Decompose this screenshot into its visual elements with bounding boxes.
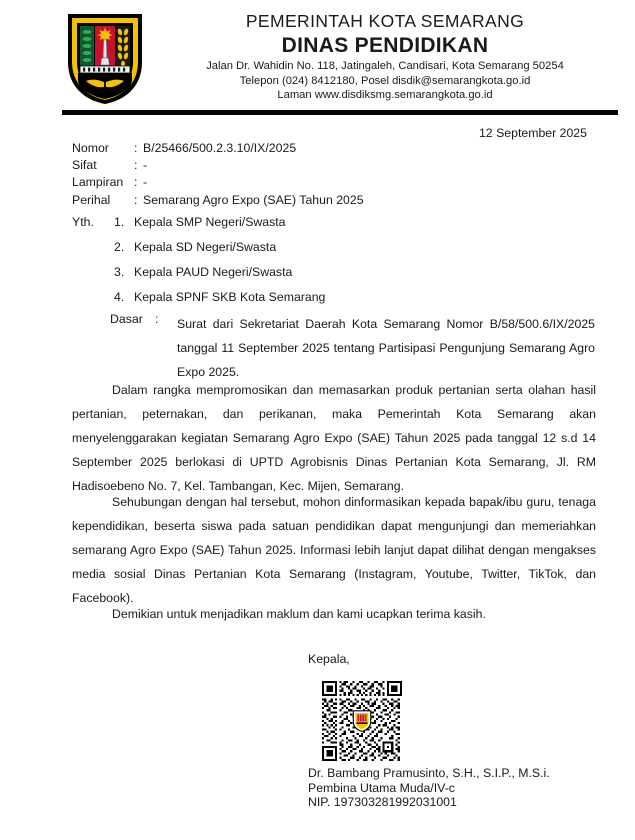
address-line-2: Telepon (024) 8412180, Posel disdik@semarangkota.go.id (239, 74, 531, 87)
recipient-number-2: 2. (114, 240, 125, 254)
dasar-label: Dasar (110, 312, 143, 326)
meta-label-sifat: Sifat (72, 158, 97, 173)
meta-value-perihal: Semarang Agro Expo (SAE) Tahun 2025 (143, 192, 364, 207)
recipient-number-1: 1. (114, 215, 125, 229)
body-paragraph-3: Demikian untuk menjadikan maklum dan kami ucapkan terima kasih. (112, 607, 486, 621)
letter-date: 12 September 2025 (478, 126, 587, 140)
meta-row-nomor (72, 140, 364, 157)
recipient-text-3: Kepala PAUD Negeri/Swasta (134, 265, 293, 279)
meta-colon-perihal: : (134, 192, 138, 207)
signatory-rank: Pembina Utama Muda/IV-c (308, 780, 455, 795)
government-name: PEMERINTAH KOTA SEMARANG (245, 11, 525, 31)
qr-embedded-crest-icon (353, 710, 372, 732)
meta-colon-nomor: : (134, 141, 138, 155)
recipient-list (72, 210, 325, 310)
meta-row-lampiran (72, 174, 364, 191)
recipient-number-3: 3. (114, 265, 125, 279)
qr-code-digital-signature-icon (322, 681, 402, 761)
recipient-number-4: 4. (114, 290, 125, 304)
dasar-colon: : (155, 312, 159, 326)
body-paragraph-2: Sehubungan dengan hal tersebut, mohon dinformasikan kepada bapak/ibu guru, tenaga kependidikan, beserta siswa pada satuan pendidikan dapat mengunjungi dan memeriahkan semarang Agro Expo (SAE) Tahun 2025. Informasi lebih lanjut dapat dilihat dengan mengakses media sosial Dinas Pertanian Kota Semarang (Instagram, Youtube, Twitter, TikTok, dan Facebook). (72, 495, 596, 605)
address-line-1: Jalan Dr. Wahidin No. 118, Jatingaleh, Candisari, Kota Semarang 50254 (206, 60, 564, 72)
signatory-nip: NIP. 197303281992031001 (308, 795, 457, 809)
meta-label-lampiran: Lampiran (72, 175, 124, 190)
meta-label-nomor: Nomor (72, 141, 109, 155)
recipient-row-3 (72, 260, 325, 285)
meta-row-sifat (72, 157, 364, 174)
recipient-text-4: Kepala SPNF SKB Kota Semarang (134, 290, 326, 304)
meta-value-nomor: B/25466/500.2.3.10/IX/2025 (143, 141, 297, 155)
dasar-text: Surat dari Sekretariat Daerah Kota Semarang Nomor B/58/500.6/IX/2025 tanggal 11 September 2025 tentang Partisipasi Pengunjung Semarang Agro Expo 2025. (177, 317, 595, 379)
letterhead-divider (62, 110, 618, 115)
meta-colon-lampiran: : (134, 175, 138, 190)
recipient-label: Yth. (72, 215, 94, 229)
dasar-section (110, 312, 595, 384)
signatory-name: Dr. Bambang Pramusinto, S.H., S.I.P., M.S.i. (308, 766, 550, 780)
address-line-3: Laman www.disdiksmg.semarangkota.go.id (277, 89, 493, 101)
signatory-block (308, 766, 550, 810)
letterhead-text (150, 10, 620, 103)
office-name: DINAS PENDIDIKAN (281, 34, 489, 57)
meta-value-lampiran: - (143, 175, 148, 190)
meta-value-sifat: - (143, 158, 148, 173)
semarang-city-crest-icon (64, 10, 146, 106)
recipient-text-1: Kepala SMP Negeri/Swasta (134, 215, 286, 229)
meta-row-perihal (72, 192, 364, 209)
recipient-row-4 (72, 285, 325, 310)
recipient-row-2 (72, 235, 325, 260)
signature-title: Kepala, (308, 652, 350, 666)
letterhead (0, 0, 635, 110)
recipient-row-1 (72, 210, 325, 235)
body-paragraph-1: Dalam rangka mempromosikan dan memasarkan produk pertanian serta olahan hasil pertanian, peternakan, dan perikanan, maka Pemerintah Kota Semarang akan menyelenggarakan kegiatan Semarang Agro Expo (SAE) Tahun 2025 pada tanggal 12 s.d 14 September 2025 berlokasi di UPTD Agrobisnis Dinas Pertanian Kota Semarang, Jl. RM Hadisoebeno No. 7, Kel. Tambangan, Kec. Mijen, Semarang. (72, 383, 596, 493)
meta-colon-sifat: : (134, 158, 138, 173)
letter-meta (72, 140, 364, 209)
dasar-row (110, 312, 595, 384)
recipient-text-2: Kepala SD Negeri/Swasta (134, 240, 277, 254)
meta-label-perihal: Perihal (72, 192, 111, 207)
